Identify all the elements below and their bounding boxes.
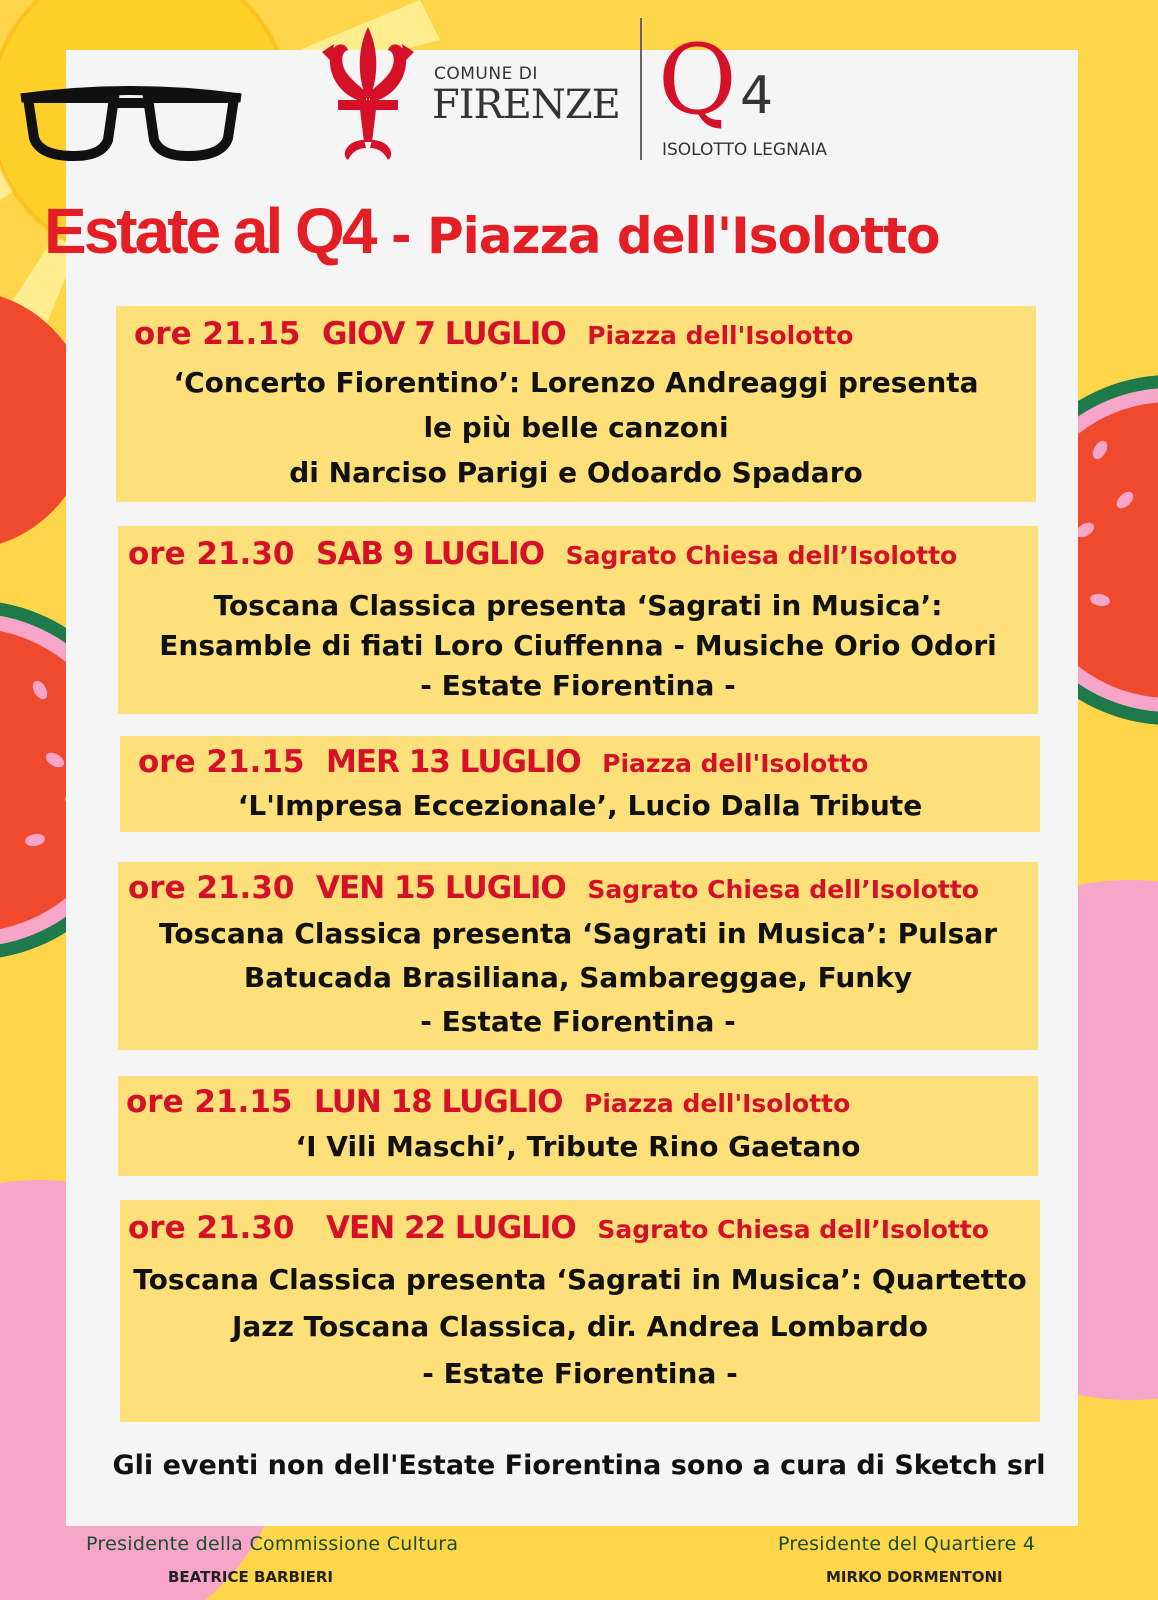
event-header [128,536,957,572]
event-place: Piazza dell'Isolotto [602,749,869,778]
firenze-label: FIRENZE [432,82,620,128]
event-place: Sagrato Chiesa dell’Isolotto [587,875,979,904]
event-line: Batucada Brasiliana, Sambareggae, Funky [243,961,913,994]
event-header [138,744,868,780]
event-description [120,1256,1040,1397]
event-description [116,360,1036,495]
event-header [134,316,853,352]
event-card [118,862,1038,1050]
event-line: di Narciso Parigi e Odoardo Spadaro [289,456,863,489]
president-culture-name: BEATRICE BARBIERI [168,1568,333,1586]
event-line: Toscana Classica presenta ‘Sagrati in Musica’: [213,589,943,622]
event-description [120,786,1040,826]
event-card [116,306,1036,502]
event-place: Sagrato Chiesa dell’Isolotto [565,541,958,570]
event-time: ore 21.15 [138,744,305,780]
event-day: GIOV 7 LUGLIO [322,316,566,352]
event-line: Toscana Classica presenta ‘Sagrati in Musica’: Quartetto [133,1263,1027,1296]
event-description [118,912,1038,1044]
event-day: LUN 18 LUGLIO [314,1084,563,1120]
event-card [118,1076,1038,1176]
event-day: VEN 22 LUGLIO [326,1210,576,1246]
event-line: - Estate Fiorentina - [420,669,736,702]
event-time: ore 21.15 [126,1084,293,1120]
event-header [128,1210,989,1246]
event-line: Toscana Classica presenta ‘Sagrati in Musica’: Pulsar [158,917,998,950]
event-card [120,736,1040,832]
president-quartiere-title: Presidente del Quartiere 4 [778,1533,1036,1555]
logo-separator [640,18,642,160]
event-time: ore 21.30 [128,1210,295,1246]
event-line: Jazz Toscana Classica, dir. Andrea Lombardo [231,1310,929,1343]
title-part1: Estate al Q4 [44,195,375,267]
event-description [118,1126,1038,1168]
event-header [128,870,979,906]
event-place: Piazza dell'Isolotto [584,1089,851,1118]
page-title [44,194,1144,268]
event-day: VEN 15 LUGLIO [316,870,566,906]
event-line: - Estate Fiorentina - [422,1357,738,1390]
event-day: SAB 9 LUGLIO [316,536,545,572]
header-logos [0,14,1158,164]
event-place: Sagrato Chiesa dell’Isolotto [597,1215,989,1244]
event-place: Piazza dell'Isolotto [587,321,854,350]
event-line: ‘L'Impresa Eccezionale’, Lucio Dalla Tribute [237,789,923,822]
president-quartiere-name: MIRKO DORMENTONI [826,1568,1003,1586]
event-day: MER 13 LUGLIO [326,744,581,780]
event-line: le più belle canzoni [423,411,729,444]
comune-di-label: COMUNE DI [434,64,538,84]
event-time: ore 21.30 [128,536,295,572]
president-culture-title: Presidente della Commissione Cultura [86,1533,459,1555]
event-description [118,586,1038,706]
title-dash: - [374,207,427,265]
q4-q-letter: Q [658,24,737,136]
event-header [126,1084,850,1120]
event-line: ‘Concerto Fiorentino’: Lorenzo Andreaggi presenta [173,366,979,399]
event-line: Ensamble di fiati Loro Ciuffenna - Musiche Orio Odori [159,629,997,662]
title-part2: Piazza dell'Isolotto [426,207,940,265]
event-card [118,526,1038,714]
florence-lily-icon [318,22,418,162]
event-card [120,1200,1040,1422]
event-line: - Estate Fiorentina - [420,1005,736,1038]
q4-number: 4 [740,66,774,126]
event-line: ‘I Vili Maschi’, Tribute Rino Gaetano [295,1130,861,1163]
quartiere-name: ISOLOTTO LEGNAIA [662,140,828,160]
event-time: ore 21.30 [128,870,295,906]
footer-note: Gli eventi non dell'Estate Fiorentina sono a cura di Sketch srl [112,1450,1046,1481]
event-time: ore 21.15 [134,316,301,352]
